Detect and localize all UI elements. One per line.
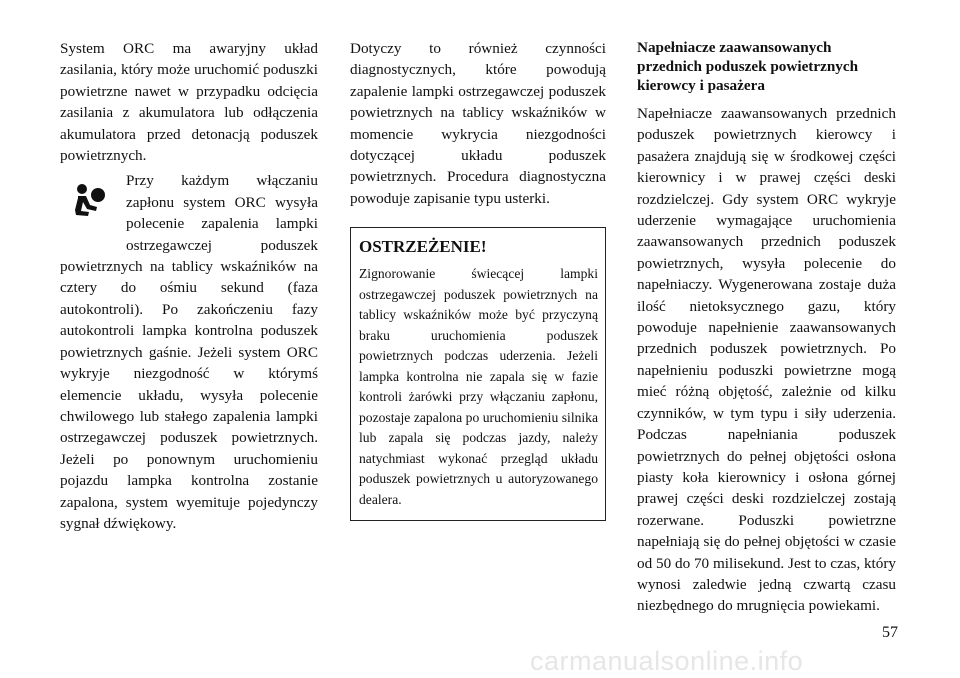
- column-left: [60, 38, 318, 534]
- page-number: 57: [882, 624, 898, 641]
- inflators-paragraph: Napełniacze zaawansowanych przednich poduszek powietrznych kierowcy i pasażera znajdują się w środkowej części kierownicy i w prawej części deski rozdzielczej. Gdy system ORC wykryje uderzenie wymagające uruchomienia zaawansowanych przednich poduszek powietrznych, wysyła polecenie do napełniaczy. Wygenerowana zostaje duża ilość nietoksycznego gazu, który powoduje napełnienie zaawansowanych przednich poduszek powietrznych. Po napełnieniu poduszki powietrzne mogą mieć różną objętość, zależnie od kilku czynników, w tym typu i siły uderzenia. Podczas napełniania poduszek powietrznych do pełnej objętości osłona piasty koła kierownicy i osłona górnej prawej części deski rozdzielczej zostają rozerwane. Poduszki powietrzne napełniają się do pełnej objętości w czasie od 50 do 70 milisekund. Jest to czas, który wynosi zaledwie jedną czwartą czasu niezbędnego do mrugnięcia powiekami.: [637, 105, 897, 615]
- watermark: carmanualsonline.info: [530, 646, 804, 676]
- section-heading: Napełniacze zaawansowanych przednich poduszek powietrznych kierowcy i pasażera: [637, 39, 859, 94]
- warning-text: Zignorowanie świecącej lampki ostrzegawczej poduszek powietrznych na tablicy wskaźników może być przyczyną braku uruchomienia poduszek powietrznych podczas uderzenia. Jeżeli lampka kontrolna nie zapala się w fazie kontroli żarówki przy włączaniu zapłonu, pozostaje zapalona po uruchomieniu silnika lub zapala się podczas jazdy, należy natychmiast wykonać przegląd układu poduszek powietrznych u autoryzowanego dealera.: [359, 266, 598, 507]
- column-middle: [350, 38, 606, 521]
- airbag-warning-icon-graphic: [69, 180, 109, 220]
- warning-box: [350, 227, 606, 521]
- orc-backup-paragraph: System ORC ma awaryjny układ zasilania, który może uruchomić poduszki powietrzne nawet w przypadku odcięcia zasilania z akumulatora lub odłączenia akumulatora przed detonacją poduszek powietrznych.: [60, 40, 318, 165]
- column-right: [637, 38, 896, 617]
- self-test-paragraph: Przy każdym włączaniu zapłonu system ORC wysyła polecenie zapalenia lampki ostrzegawczej poduszek powietrznych na tablicy wskaźników na cztery do ośmiu sekund (faza autokontroli). Po zakończeniu fazy autokontroli lampka kontrolna poduszek powietrznych gaśnie. Jeżeli system ORC wykryje niezgodność w którymś elemencie układu, wysyła polecenie chwilowego lub stałego zapalenia lampki ostrzegawczej poduszek powietrznych. Jeżeli po ponownym uruchomieniu pojazdu lampka kontrolna zostanie zapalona, system wyemituje pojedynczy sygnał dźwiękowy.: [60, 172, 318, 532]
- warning-title: OSTRZEŻENIE!: [359, 237, 487, 257]
- diagnostics-paragraph: Dotyczy to również czynności diagnostycznych, które powodują zapalenie lampki ostrzegawczej poduszek powietrznych na tablicy wskaźników w momencie wykrycia niezgodności dotyczącej układu poduszek powietrznych. Procedura diagnostyczna powoduje zapisanie typu usterki.: [350, 40, 606, 207]
- airbag-warning-icon: [60, 172, 118, 250]
- airbag-lamp-section: [60, 170, 318, 534]
